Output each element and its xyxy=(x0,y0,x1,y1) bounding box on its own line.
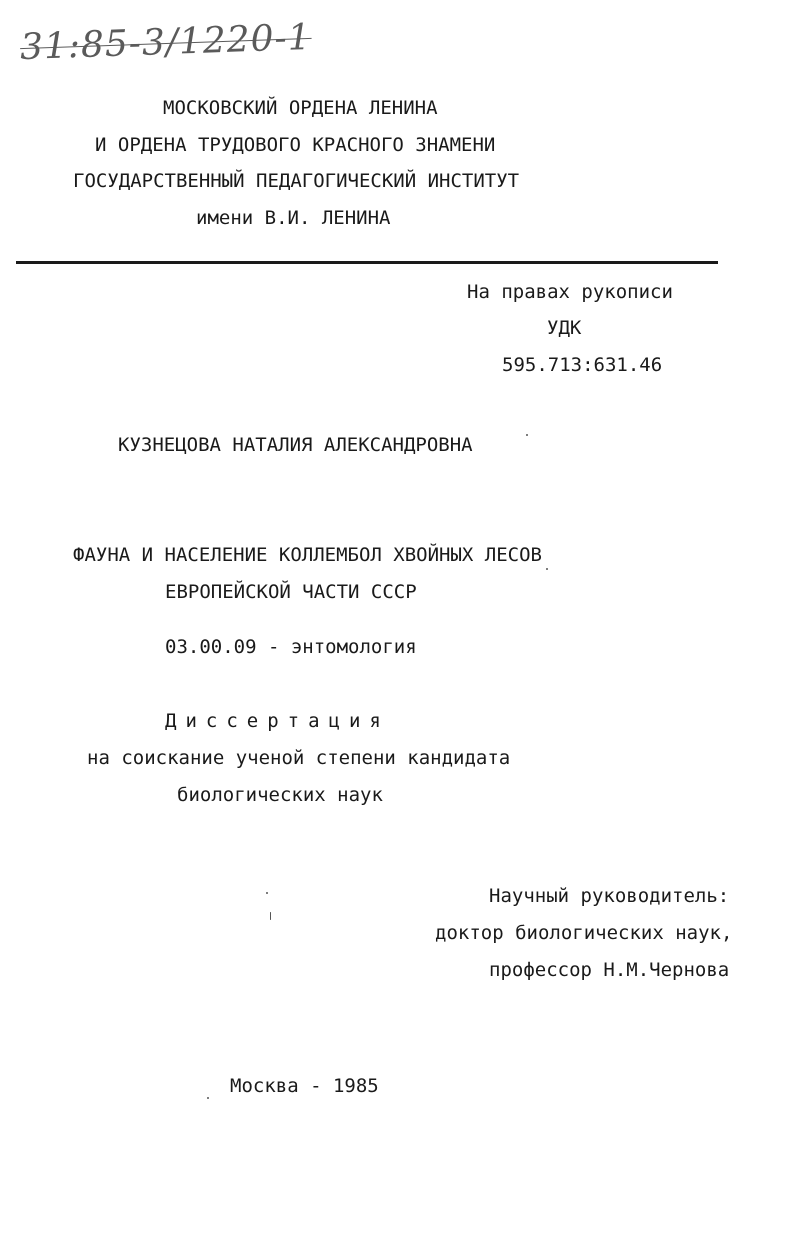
scan-speck xyxy=(207,1097,209,1099)
supervisor-degree: доктор биологических наук, xyxy=(435,922,733,944)
institution-line-1: МОСКОВСКИЙ ОРДЕНА ЛЕНИНА xyxy=(163,97,438,119)
title-line-2: ЕВРОПЕЙСКОЙ ЧАСТИ СССР xyxy=(165,581,417,603)
scan-speck xyxy=(546,568,548,570)
scan-speck xyxy=(266,892,268,894)
place-and-year: Москва - 1985 xyxy=(230,1075,379,1097)
institution-line-3: ГОСУДАРСТВЕННЫЙ ПЕДАГОГИЧЕСКИЙ ИНСТИТУТ xyxy=(73,170,520,192)
horizontal-divider xyxy=(16,261,718,264)
degree-line-2: на соискание ученой степени кандидата xyxy=(87,747,511,769)
title-line-1: ФАУНА И НАСЕЛЕНИЕ КОЛЛЕМБОЛ ХВОЙНЫХ ЛЕСОВ xyxy=(73,544,542,566)
degree-heading: Диссертация xyxy=(165,710,390,732)
author-name: КУЗНЕЦОВА НАТАЛИЯ АЛЕКСАНДРОВНА xyxy=(118,434,473,456)
manuscript-rights-label: На правах рукописи xyxy=(467,281,673,303)
handwritten-archive-number: 31:85-3/1220-1 xyxy=(19,16,313,69)
scan-speck xyxy=(270,912,271,920)
specialty-code: 03.00.09 - энтомология xyxy=(165,636,417,658)
udc-code: 595.713:631.46 xyxy=(502,354,663,376)
supervisor-name: профессор Н.М.Чернова xyxy=(489,959,730,981)
degree-line-3: биологических наук xyxy=(177,784,383,806)
scan-speck xyxy=(526,434,528,436)
institution-line-4: имени В.И. ЛЕНИНА xyxy=(196,207,391,229)
udc-label: УДК xyxy=(547,317,582,339)
supervisor-title: Научный руководитель: xyxy=(489,885,730,907)
institution-line-2: И ОРДЕНА ТРУДОВОГО КРАСНОГО ЗНАМЕНИ xyxy=(95,134,496,156)
